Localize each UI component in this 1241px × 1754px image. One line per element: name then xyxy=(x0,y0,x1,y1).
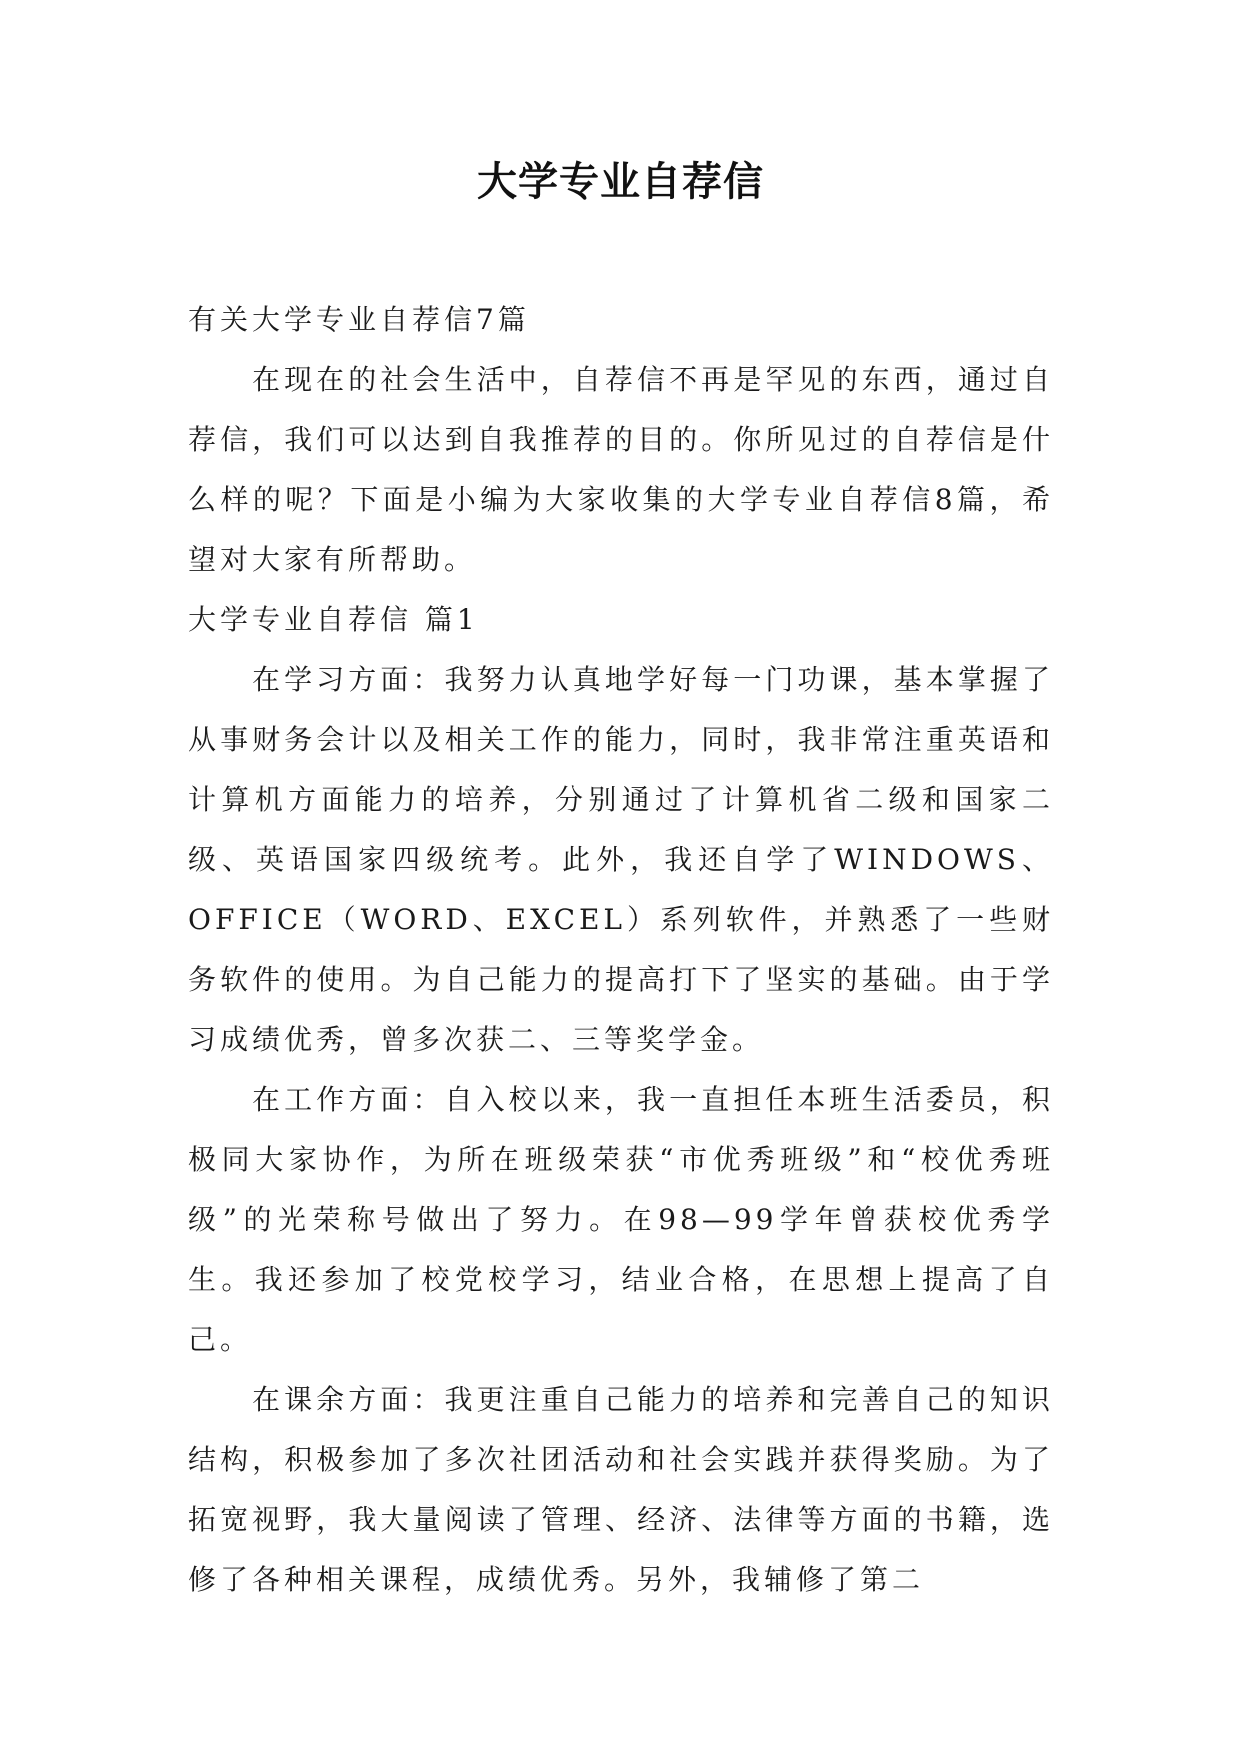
section-heading: 大学专业自荐信 篇1 xyxy=(188,603,479,636)
study-paragraph: 在学习方面：我努力认真地学好每一门功课，基本掌握了从事财务会计以及相关工作的能力，同时，我非常注重英语和计算机方面能力的培养，分别通过了计算机省二级和国家二级、英语国家四级统考。此外，我还自学了WINDOWS、OFFICE（WORD、EXCEL）系列软件，并熟悉了一些财务软件的使用。为自己能力的提高打下了坚实的基础。由于学习成绩优秀，曾多次获二、三等奖学金。 xyxy=(188,663,1054,1056)
document-subtitle: 有关大学专业自荐信7篇 xyxy=(188,303,530,336)
extracurricular-paragraph: 在课余方面：我更注重自己能力的培养和完善自己的知识结构，积极参加了多次社团活动和社会实践并获得奖励。为了拓宽视野，我大量阅读了管理、经济、法律等方面的书籍，选修了各种相关课程，成绩优秀。另外，我辅修了第二 xyxy=(188,1383,1054,1596)
page-title: 大学专业自荐信 xyxy=(477,159,764,205)
document-body xyxy=(188,290,1054,1610)
work-paragraph: 在工作方面：自入校以来，我一直担任本班生活委员，积极同大家协作，为所在班级荣获“市优秀班级”和“校优秀班级”的光荣称号做出了努力。在98—99学年曾获校优秀学生。我还参加了校党校学习，结业合格，在思想上提高了自己。 xyxy=(188,1083,1054,1356)
intro-paragraph: 在现在的社会生活中，自荐信不再是罕见的东西，通过自荐信，我们可以达到自我推荐的目的。你所见过的自荐信是什么样的呢？下面是小编为大家收集的大学专业自荐信8篇，希望对大家有所帮助。 xyxy=(188,363,1054,576)
